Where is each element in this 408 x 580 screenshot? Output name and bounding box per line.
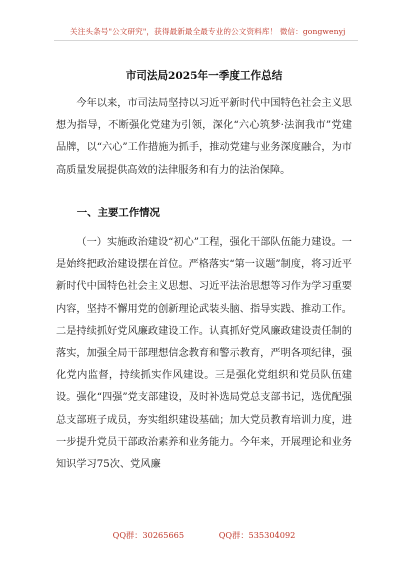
intro-paragraph: 今年以来，市司法局坚持以习近平新时代中国特色社会主义思想为指导，不断强化党建为引领，深化“六心筑梦·法润我市”党建品牌，以“六心”工作措施为抓手，推动党建与业务深度融合，为市高质量发展提供高效的法律服务和有力的法治保障。 <box>56 98 352 176</box>
section-heading: 一、主要工作情况 <box>76 207 160 219</box>
footer-qq-group-1: QQ群：30265665 <box>112 530 185 540</box>
document-title: 市司法局2025年一季度工作总结 <box>125 70 283 82</box>
section-paragraph: （一）实施政治建设“初心”工程，强化干部队伍能力建设。一是始终把政治建设摆在首位。严格落实“第一议题”制度，将习近平新时代中国特色社会主义思想、习近平法治思想等习作为学习重要内容，坚持不懈用党的创新理论武装头脑、指导实践、推动工作。二是持续抓好党风廉政建设工作。认真抓好党风廉政建设责任制的落实，加强全局干部理想信念教育和警示教育，严明各项纪律，强化党内监督，持续抓实作风建设。三是强化党组织和党员队伍建设。强化“四强”党支部建设，及时补选局党总支部书记，选优配强总支部班子成员，夯实组织建设基础；加大党员教育培训力度，进一步提升党员干部政治素养和业务能力。今年来，开展理论和业务知识学习75次、党风廉 <box>56 237 352 471</box>
header-divider <box>54 40 358 41</box>
footer-qq-group-2: QQ群：535304092 <box>218 530 296 540</box>
header-promo-text: 关注头条号"公文研究"，获得最新最全最专业的公文资料库！ 微信：gongwenyj <box>70 27 346 36</box>
footer <box>0 530 408 541</box>
